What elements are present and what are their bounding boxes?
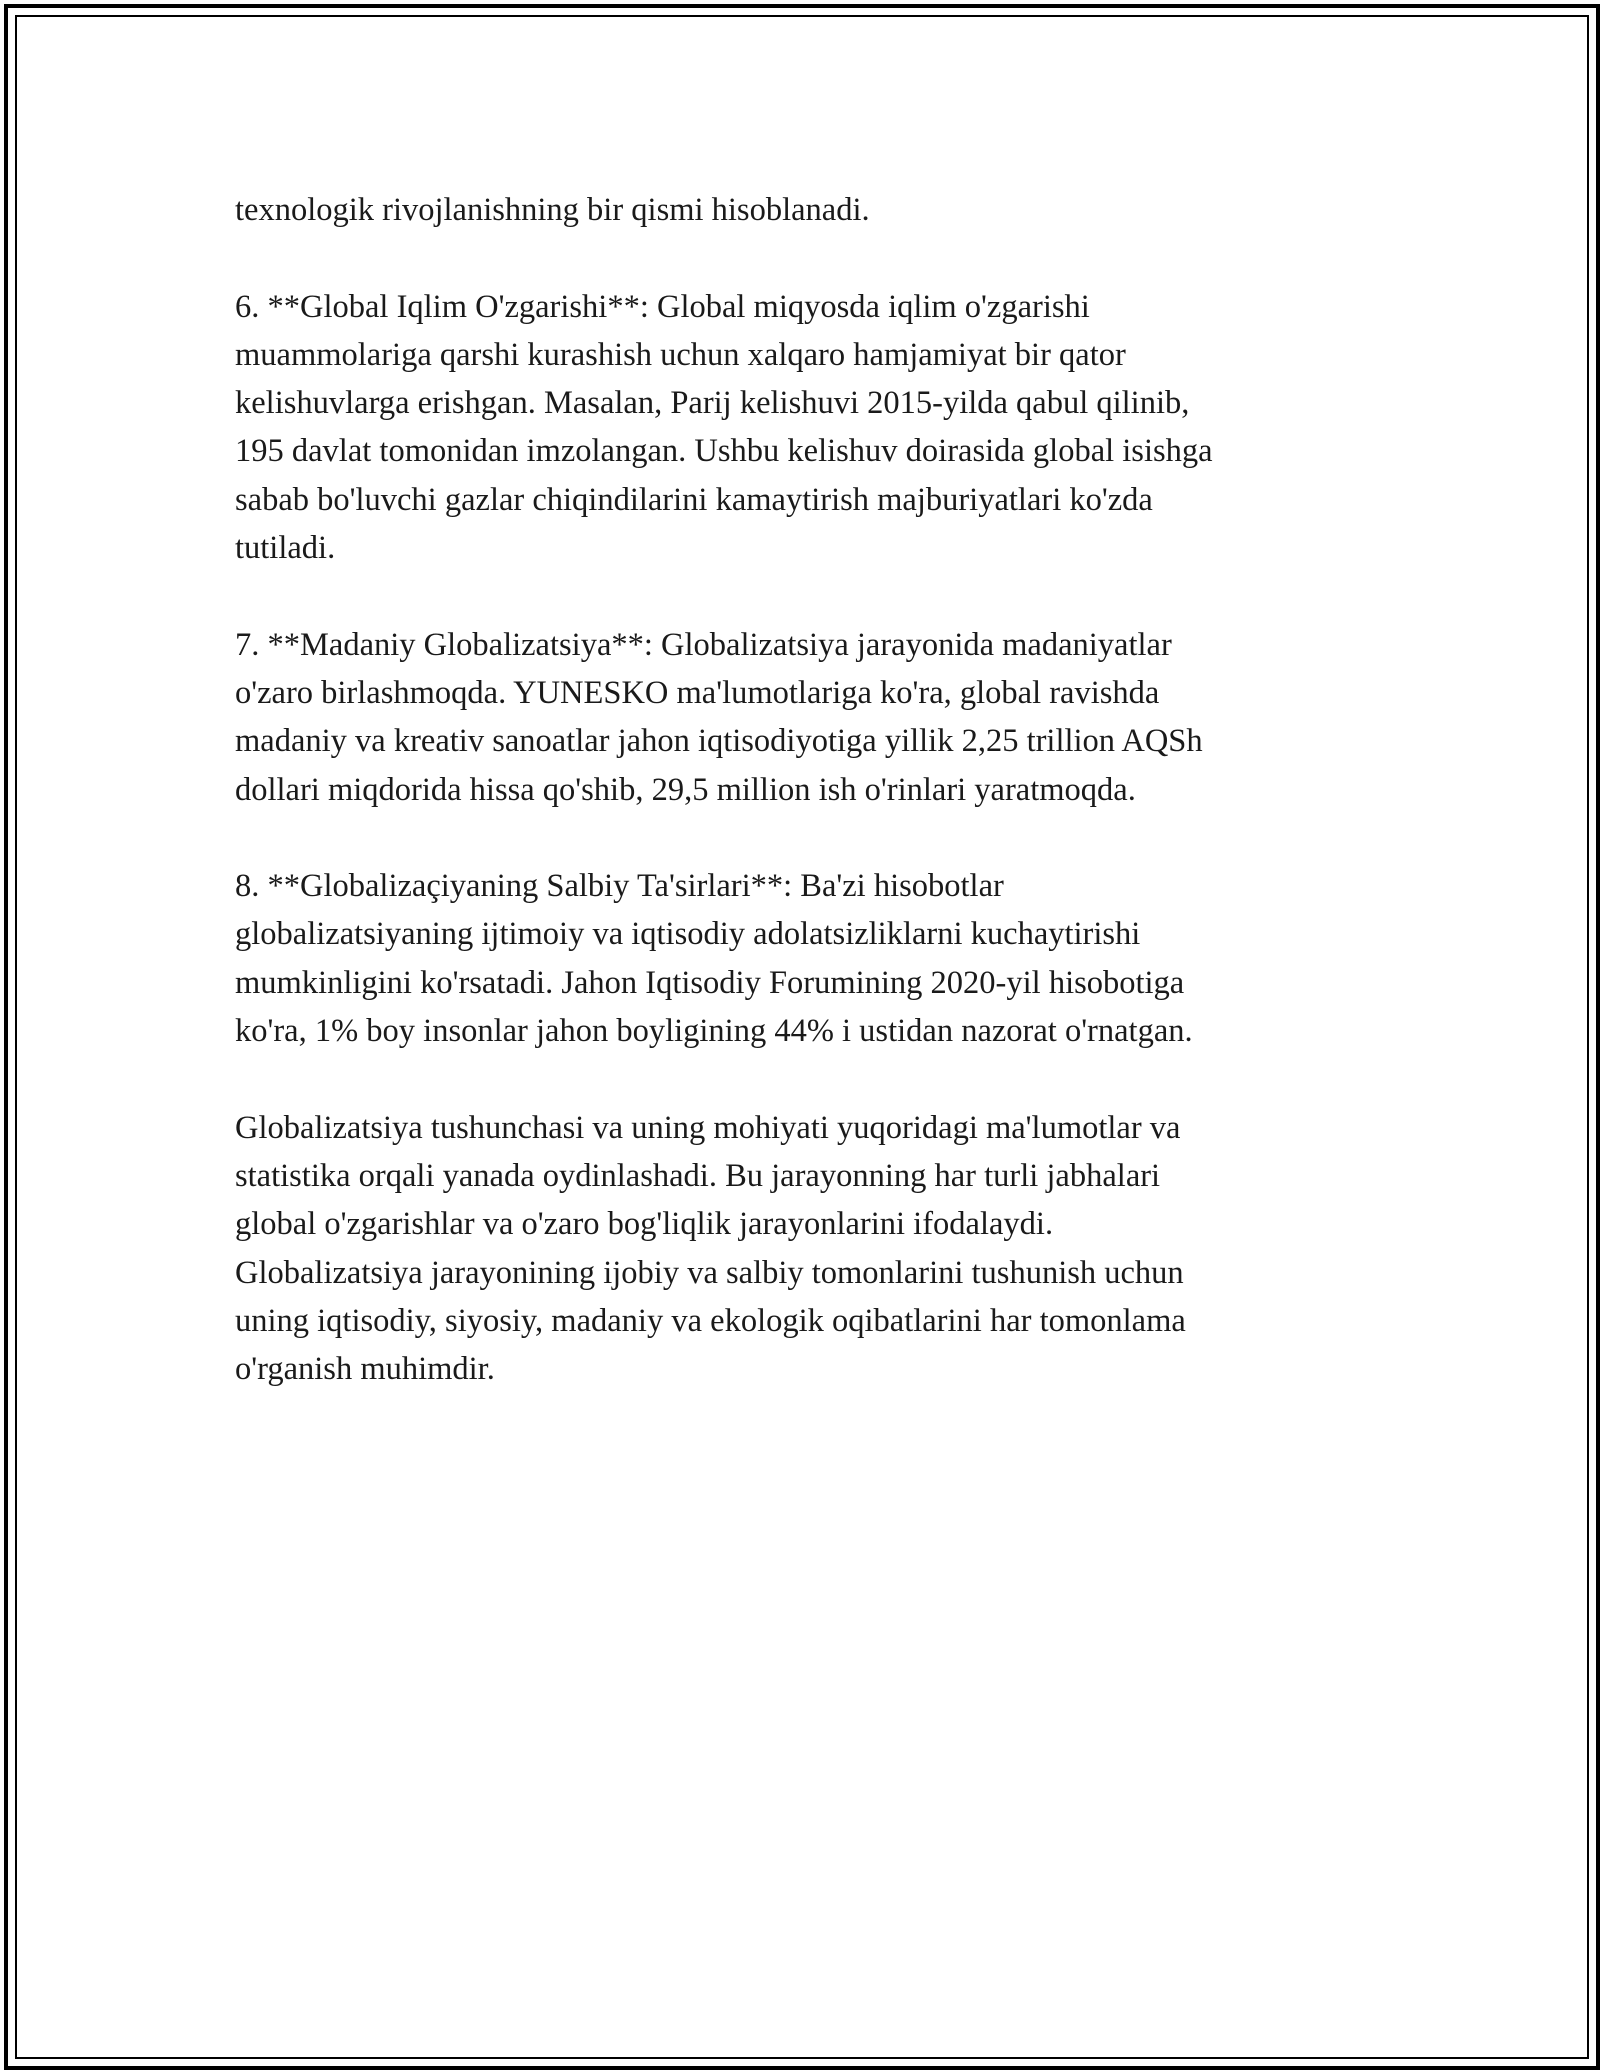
paragraph-item-6-global-climate-change: 6. **Global Iqlim O'zgarishi**: Global miqyosda iqlim o'zgarishi muammolariga qarshi kurashish uchun xalqaro hamjamiyat bir qator kelishuvlarga erishgan. Masalan, Parij kelishuvi 2015-yilda qabul qilinib, 195 davlat tomonidan imzolangan. Ushbu kelishuv doirasida global isishga sabab bo'luvchi gazlar chiqindilarini kamaytirish majburiyatlari ko'zda tutiladi. (235, 288, 1213, 567)
paragraph-item-7-cultural-globalization: 7. **Madaniy Globalizatsiya**: Globalizatsiya jarayonida madaniyatlar o'zaro birlashmoqda. YUNESKO ma'lumotlariga ko'ra, global ravishda madaniy va kreativ sanoatlar jahon iqtisodiyotiga yillik 2,25 trillion AQSh dollari miqdorida hissa qo'shib, 29,5 million ish o'rinlari yaratmoqda. (235, 626, 1203, 808)
paragraph-item-8-negative-effects: 8. **Globalizaçiyaning Salbiy Ta'sirlari**: Ba'zi hisobotlar globalizatsiyaning ijtimoiy va iqtisodiy adolatsizliklarni kuchaytirishi mumkinligini ko'rsatadi. Jahon Iqtisodiy Forumining 2020-yil hisobotiga ko'ra, 1% boy insonlar jahon boyligining 44% i ustidan nazorat o'rnatgan. (235, 868, 1193, 1050)
paragraph-conclusion: Globalizatsiya tushunchasi va uning mohiyati yuqoridagi ma'lumotlar va statistika orqali yanada oydinlashadi. Bu jarayonning har turli jabhalari global o'zgarishlar va o'zaro bog'liqlik jarayonlarini ifodalaydi. Globalizatsiya jarayonining ijobiy va salbiy tomonlarini tushunish uchun uning iqtisodiy, siyosiy, madaniy va ekologik oqibatlarini har tomonlama o'rganish muhimdir. (235, 1109, 1186, 1388)
paragraph-intro-tail: texnologik rivojlanishning bir qismi hisoblanadi. (235, 192, 870, 228)
document-body (235, 186, 1385, 1442)
